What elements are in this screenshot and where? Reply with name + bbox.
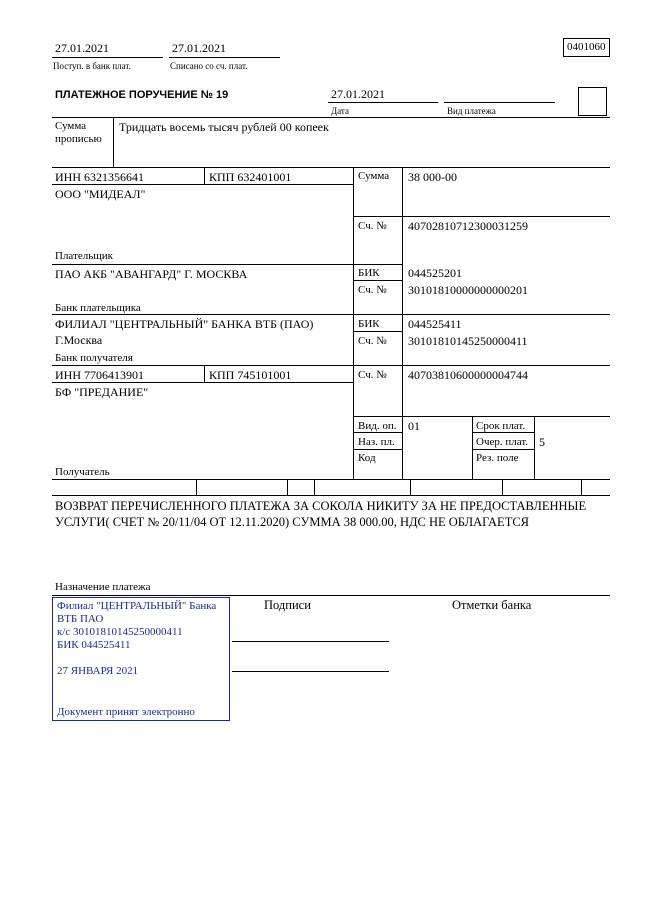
payer-bank-account-value: 30101810000000000201 [408, 283, 528, 297]
row-divider-216 [353, 216, 610, 217]
stamp-status: Документ принят электронно [57, 706, 195, 718]
payee-bank-account-label: Сч. № [358, 335, 387, 347]
tax-cell-divider-5 [502, 479, 503, 495]
payer-bank-label: Банк плательщика [55, 302, 141, 314]
payer-kpp: КПП 632401001 [209, 170, 292, 184]
op-row-divider-d [472, 449, 535, 450]
payee-name: БФ "ПРЕДАНИЕ" [55, 385, 149, 399]
debited-date-line [169, 57, 280, 58]
received-date: 27.01.2021 [55, 41, 109, 55]
tax-cell-divider-6 [581, 479, 582, 495]
payee-bank-bik-divider [353, 331, 403, 332]
received-label: Поступ. в банк плат. [53, 61, 131, 71]
stamp-date: 27 ЯНВАРЯ 2021 [57, 665, 139, 677]
table-top-border [52, 117, 610, 118]
payer-name: ООО "МИДЕАЛ" [55, 187, 146, 201]
stamp-line-3: к/с 30101810145250000411 [57, 626, 183, 638]
purpose-bottom-line [52, 595, 610, 596]
reserve-label: Рез. поле [476, 452, 519, 464]
stamp-line-2: ВТБ ПАО [57, 613, 104, 625]
code-label: Код [358, 452, 376, 464]
payee-account-value: 40703810600000004744 [408, 368, 528, 382]
bank-stamp [52, 597, 230, 721]
op-row-divider-b [472, 432, 535, 433]
due-label: Срок плат. [476, 420, 526, 432]
debited-date: 27.01.2021 [172, 41, 226, 55]
row-divider-495 [52, 495, 610, 496]
payer-inn: ИНН 6321356641 [55, 170, 144, 184]
payer-bank-name: ПАО АКБ "АВАНГАРД" Г. МОСКВА [55, 267, 248, 281]
order-label: Очер. плат. [476, 436, 529, 448]
amount-words-label-1: Сумма [55, 120, 87, 132]
payment-type-label: Вид платежа [447, 106, 496, 116]
payee-inn: ИНН 7706413901 [55, 368, 144, 382]
debited-label: Списано со сч. плат. [170, 61, 248, 71]
signature-line-2 [232, 671, 389, 672]
op-row-divider-c [353, 449, 403, 450]
payee-bank-name-1: ФИЛИАЛ "ЦЕНТРАЛЬНЫЙ" БАНКА ВТБ (ПАО) [55, 317, 314, 331]
op-type-label: Вид. оп. [358, 420, 397, 432]
payment-type-line [444, 102, 555, 103]
payee-account-label: Сч. № [358, 369, 387, 381]
tax-cell-divider-2 [287, 479, 288, 495]
payer-label: Плательщик [55, 250, 113, 262]
payer-inn-kpp-divider [204, 167, 205, 184]
stamp-line-1: Филиал "ЦЕНТРАЛЬНЫЙ" Банка [57, 600, 217, 612]
signatures-label: Подписи [264, 598, 311, 612]
form-code: 0401060 [567, 41, 606, 53]
payee-inn-row-bottom [52, 382, 353, 383]
row-divider-314 [52, 314, 610, 315]
stamp-line-4: БИК 044525411 [57, 639, 131, 651]
row-divider-167 [52, 167, 610, 168]
payment-purpose-label: Назначение платежа [55, 581, 151, 593]
tax-cell-divider-4 [410, 479, 411, 495]
payer-account-value: 40702810712300031259 [408, 219, 528, 233]
payee-bank-bik-label: БИК [358, 318, 380, 330]
payer-sum-value: 38 000-00 [408, 170, 457, 184]
document-title: ПЛАТЕЖНОЕ ПОРУЧЕНИЕ № 19 [55, 89, 229, 101]
form-code-box [563, 38, 610, 57]
status-box [578, 87, 607, 116]
amount-words-label-2: прописью [55, 133, 102, 145]
payment-purpose-text: ВОЗВРАТ ПЕРЕЧИСЛЕННОГО ПЛАТЕЖА ЗА СОКОЛА НИКИТУ ЗА НЕ ПРЕДОСТАВЛЕННЫЕ УСЛУГИ( СЧЕТ № 20/11/04 ОТ 12.11.2020) СУММА 38 000.00, НДС НЕ ОБЛАГАЕТСЯ [55, 499, 587, 529]
payer-inn-row-bottom [52, 184, 353, 185]
op-mid-divider-1 [472, 416, 473, 479]
payer-bank-account-label: Сч. № [358, 284, 387, 296]
bank-marks-label: Отметки банка [452, 598, 532, 612]
payee-bank-label: Банк получателя [55, 352, 133, 364]
payee-kpp: КПП 745101001 [209, 368, 292, 382]
document-date-line [328, 102, 438, 103]
payer-account-label: Сч. № [358, 220, 387, 232]
payee-label: Получатель [55, 466, 110, 478]
payer-bank-bik-divider [353, 280, 403, 281]
tax-cell-divider-3 [314, 479, 315, 495]
order-value: 5 [539, 435, 545, 449]
payee-bank-bik-value: 044525411 [408, 317, 462, 331]
purpose-code-label: Наз. пл. [358, 436, 395, 448]
payer-bank-bik-label: БИК [358, 267, 380, 279]
received-date-line [52, 57, 163, 58]
row-divider-479 [52, 479, 610, 480]
document-date: 27.01.2021 [331, 87, 385, 101]
op-type-value: 01 [408, 419, 420, 433]
amount-words-divider [113, 117, 114, 167]
amount-words-value: Тридцать восемь тысяч рублей 00 копеек [119, 120, 329, 134]
row-divider-365 [52, 365, 610, 366]
payer-sum-label: Сумма [358, 170, 390, 182]
row-divider-416 [353, 416, 610, 417]
payee-inn-kpp-divider [204, 365, 205, 382]
op-mid-divider-2 [534, 416, 535, 479]
payee-bank-account-value: 30101810145250000411 [408, 334, 528, 348]
op-row-divider-a [353, 432, 403, 433]
payer-bank-bik-value: 044525201 [408, 266, 462, 280]
tax-cell-divider-1 [196, 479, 197, 495]
signature-line-1 [232, 641, 389, 642]
document-date-label: Дата [331, 106, 349, 116]
row-divider-264 [52, 264, 403, 265]
payee-bank-name-2: Г.Москва [55, 333, 103, 347]
